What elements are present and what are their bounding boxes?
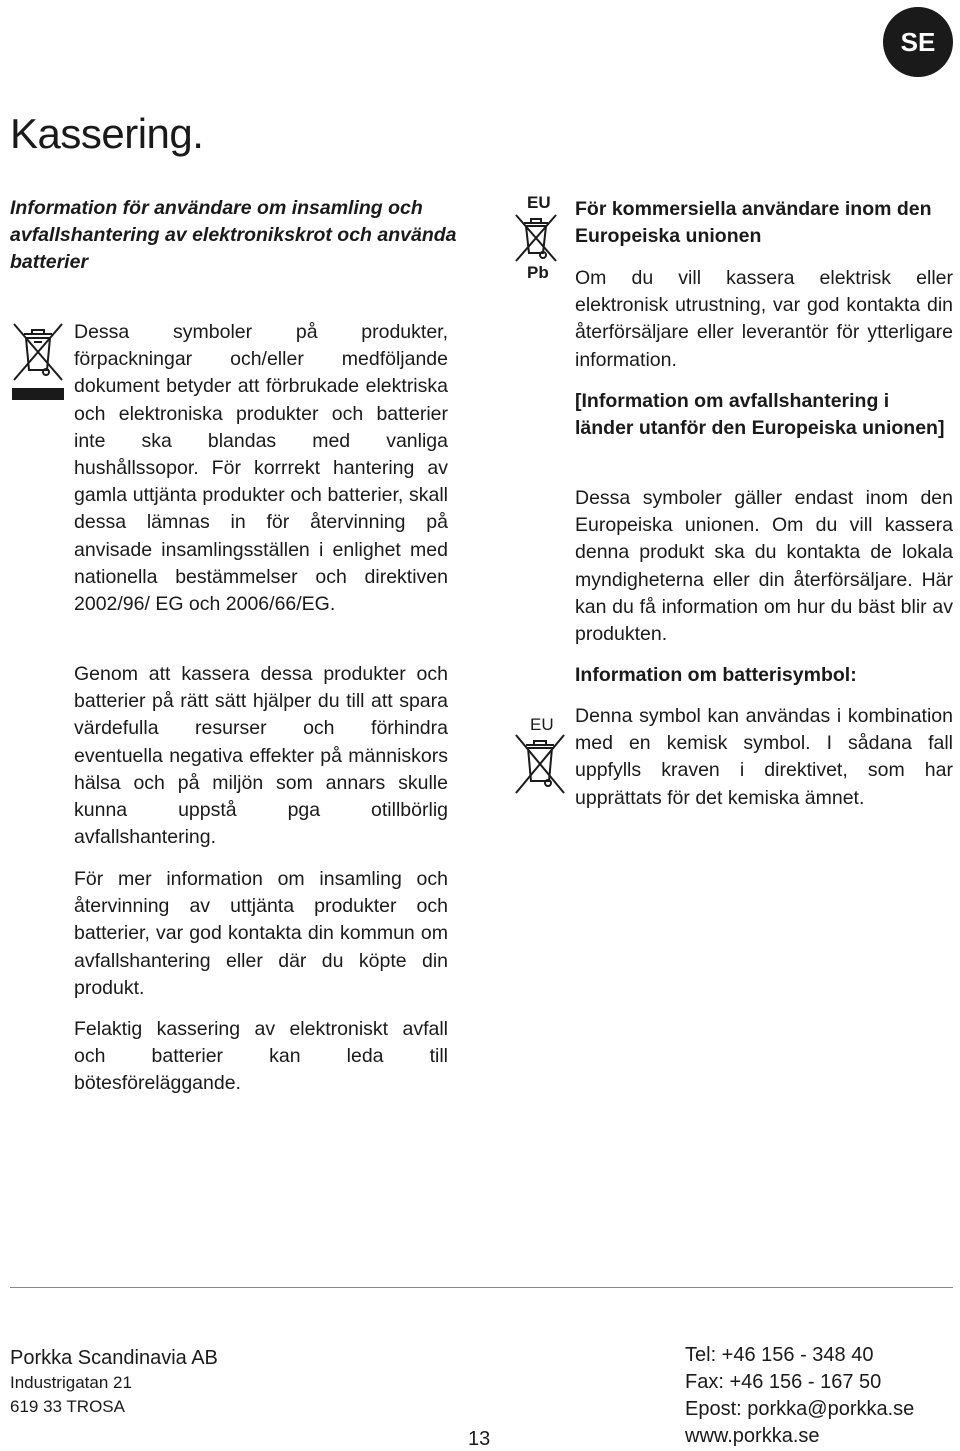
eu-label: EU	[527, 193, 551, 212]
footer-divider	[10, 1287, 953, 1288]
footer-fax: Fax: +46 156 - 167 50	[685, 1371, 882, 1393]
pb-label: Pb	[527, 263, 549, 282]
footer-tel: Tel: +46 156 - 348 40	[685, 1344, 874, 1366]
crossed-wheelie-bin-icon	[10, 320, 66, 402]
page-number: 13	[468, 1428, 491, 1450]
page-title: Kassering.	[10, 110, 204, 157]
language-badge: SE	[883, 7, 953, 77]
right-paragraph-3: Denna symbol kan användas i kombination med en kemisk symbol. I sådana fall uppfylls kraven i direktivet, som har upprättats för det kemiska ämnet.	[575, 705, 953, 809]
right-paragraph-2: Dessa symboler gäller endast inom den Europeiska unionen. Om du vill kassera denna produkt ska du kontakta de lokala myndigheterna eller din återförsäljare. Här kan du få information om hur du bäst blir av produkten.	[575, 487, 953, 646]
footer-website[interactable]: www.porkka.se	[685, 1425, 820, 1447]
right-paragraph-1: Om du vill kassera elektrisk eller elektronisk utrustning, var god kontakta din återförsäljare eller leverantör för ytterligare information.	[575, 267, 953, 371]
footer-street: Industrigatan 21	[10, 1373, 132, 1392]
right-heading-2: [Information om avfallshantering i länder utanför den Europeiska unionen]	[575, 390, 945, 440]
crossed-wheelie-bin-icon	[512, 213, 560, 263]
crossed-wheelie-bin-icon	[512, 733, 568, 797]
footer-email[interactable]: Epost: porkka@porkka.se	[685, 1398, 915, 1420]
footer-company: Porkka Scandinavia AB	[10, 1347, 218, 1369]
intro-heading: Information för användare om insamling och avfallshantering av elektronikskrot och använda batterier	[10, 197, 457, 273]
footer-city: 619 33 TROSA	[10, 1397, 125, 1416]
left-paragraph-4: Felaktig kassering av elektroniskt avfall och batterier kan leda till bötesföreläggande.	[74, 1018, 448, 1095]
left-paragraph-1: Dessa symboler på produkter, förpackningar och/eller medföljande dokument betyder att förbrukade elektriska och elektroniska produkter och batterier inte ska blandas med vanliga hushållssopor. För korrrekt hantering av gamla uttjänta produkter och batterier, skall dessa lämnas in för återvinning på anvisade insamlingsställen i enlighet med nationella bestämmelser och direktiven 2002/96/ EG och 2006/66/EG.	[74, 321, 448, 616]
left-paragraph-3: För mer information om insamling och återvinning av uttjänta produkter och batterier, var god kontakta din kommun om avfallshantering eller där du köpte din produkt.	[74, 868, 448, 999]
right-heading-1: För kommersiella användare inom den Europeiska unionen	[575, 198, 932, 248]
right-heading-3: Information om batterisymbol:	[575, 664, 857, 686]
eu-label-2: EU	[530, 715, 554, 734]
left-paragraph-2: Genom att kassera dessa produkter och batterier på rätt sätt hjälper du till att spara värdefulla resurser och förhindra eventuella negativa effekter på människors hälsa och på miljön som annars skulle kunna uppstå pga otillbörlig avfallshantering.	[74, 663, 448, 849]
